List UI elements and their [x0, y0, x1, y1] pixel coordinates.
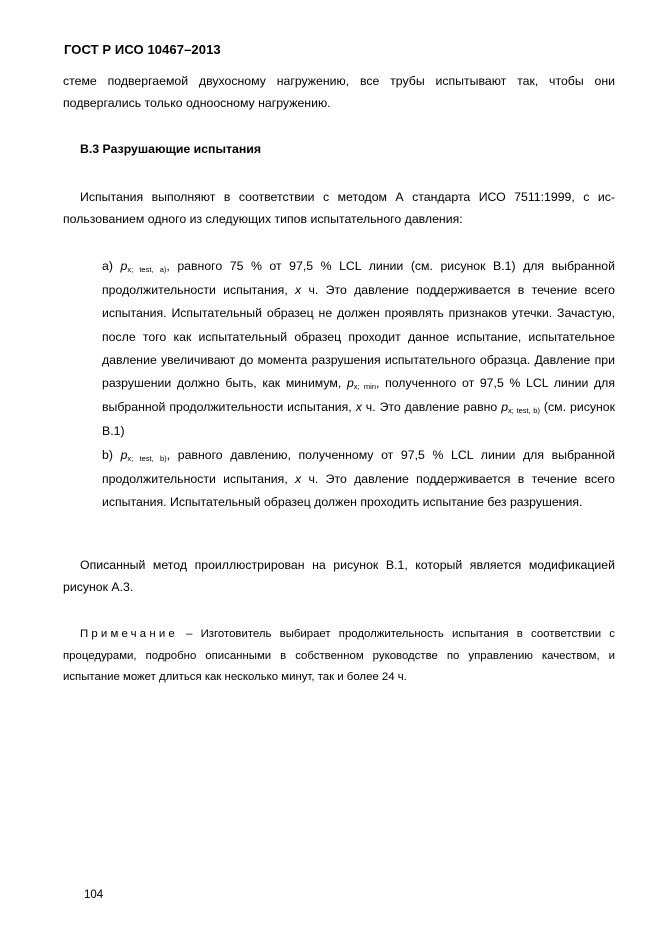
pressure-subscript: x; min	[353, 382, 377, 392]
item-a-text-3: , полученного от 97,5 % LCL линии для выбранной продолжительности испытания,	[102, 376, 615, 415]
item-a-text-1: , равного 75 % от 97,5 % LCL линии (см. рисунок В.1) для выбранной продолжительности испытания,	[102, 259, 616, 298]
section-heading: В.3 Разрушающие испытания	[80, 142, 262, 156]
item-a-text-5: (см. рисунок В.1)	[102, 400, 615, 439]
note-dash: –	[177, 628, 201, 640]
page-number: 104	[84, 889, 104, 901]
duration-symbol: x	[355, 400, 362, 415]
intro-paragraph: стеме подвергаемой двухосному нагружению, все трубы испытывают так, чтобы они подвергались только одноосному нагружению.	[63, 74, 615, 110]
pressure-symbol: p	[120, 259, 128, 273]
list-item-a	[102, 255, 615, 444]
item-a-text-4: ч. Это давление равно	[361, 400, 502, 415]
note-text: Изготовитель выбирает продолжительность испытания в соответствии с процедурами, подробно описанными в собственном руководстве по управлению качеством, и испытание может длиться как несколько минут, так и более 24 ч.	[63, 628, 615, 683]
item-a-text-2: ч. Это давление поддерживается в течение всего испытания. Испытательный образец не должен проявлять признаков утечки. Зачастую, после того как испытательный образец проходит данное испытание, испытательное давление увеличивают до момента разрушения испытательного образца. Давление при разрушении должно быть, как минимум,	[102, 283, 615, 391]
pressure-subscript: x; test, b)	[508, 406, 540, 416]
note-label: Примечание	[80, 628, 178, 640]
standard-header: ГОСТ Р ИСО 10467–2013	[64, 42, 221, 57]
pressure-symbol: p	[120, 447, 128, 462]
section-paragraph: Испытания выполняют в соответствии с методом А стандарта ИСО 7511:1999, с использованием одного из следующих типов испытательного давления:	[63, 190, 615, 226]
pressure-subscript: x; test, a)	[127, 265, 167, 274]
duration-symbol: x	[295, 283, 302, 298]
list-marker-a: а)	[102, 259, 113, 273]
list-item-b	[102, 444, 615, 515]
duration-symbol: x	[295, 471, 302, 486]
pressure-symbol: p	[501, 400, 509, 415]
pressure-symbol: p	[346, 376, 354, 391]
note-paragraph	[63, 624, 615, 689]
item-b-text-2: ч. Это давление поддерживается в течение всего испытания. Испытательный образец должен проходить испытание без разрушения.	[102, 471, 615, 510]
list-marker-b: b)	[102, 447, 113, 462]
item-b-text-1: , равного давлению, полученному от 97,5 % LCL линии для выбранной продолжительности испытания,	[102, 447, 615, 486]
test-pressure-list	[102, 255, 615, 514]
closing-paragraph: Описанный метод проиллюстрирован на рисунок В.1, который является модификацией рисунок А.3.	[63, 558, 615, 594]
pressure-subscript: x; test, b)	[127, 453, 167, 463]
